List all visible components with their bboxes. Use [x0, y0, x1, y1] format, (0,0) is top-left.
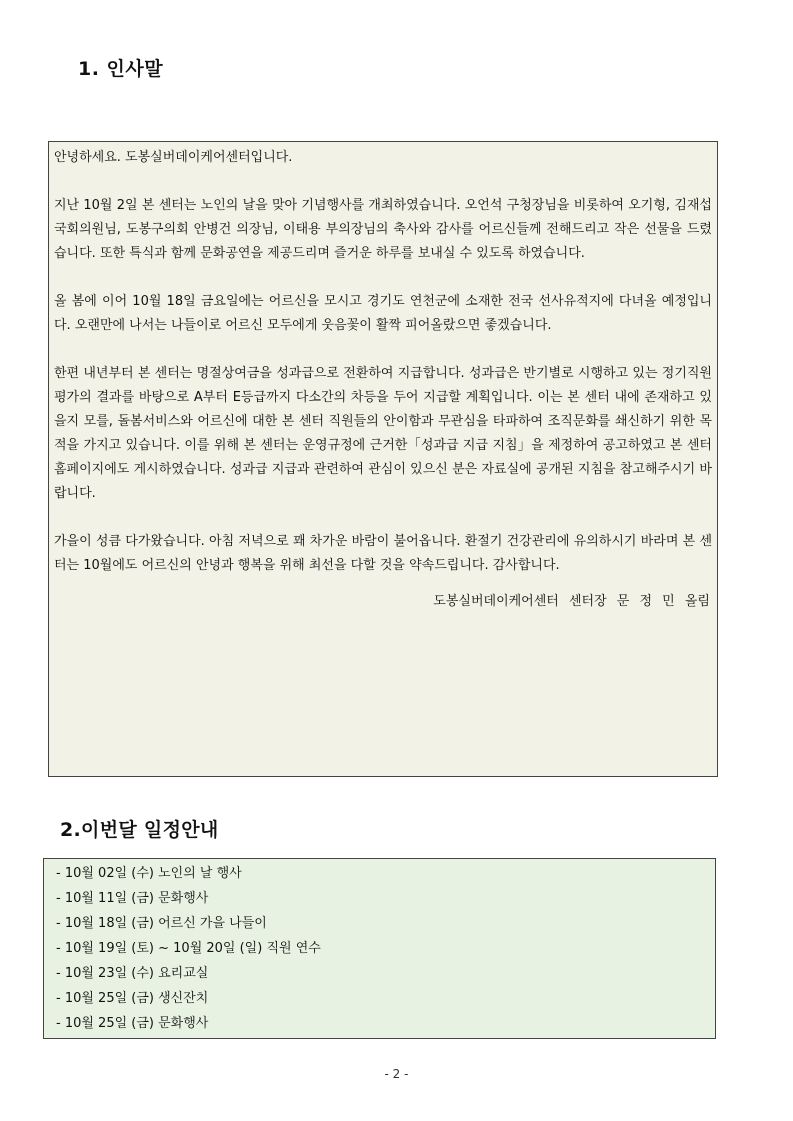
letter-signature: 도봉실버데이케어센터 센터장 문 정 민 올림 [433, 594, 710, 609]
section-title-greeting: 1. 인사말 [78, 58, 164, 80]
letter-paragraph-1: 지난 10월 2일 본 센터는 노인의 날을 맞아 기념행사를 개최하였습니다. 오언석 구청장님을 비롯하여 오기형, 김재섭 국회의원님, 도봉구의회 안병건 의장님, 이태용 부의장님의 축사와 감사를 어르신들께 전해드리고 작은 선물을 드렸습니다. 또한 특식과 함께 문화공연을 제공드리며 즐거운 하루를 보내실 수 있도록 하였습니다. [54, 198, 712, 261]
schedule-item: - 10월 11일 (금) 문화행사 [56, 891, 209, 906]
schedule-list [56, 861, 703, 1036]
page-number: - 2 - [384, 1067, 409, 1081]
letter-paragraph-3: 한편 내년부터 본 센터는 명절상여금을 성과급으로 전환하여 지급합니다. 성과급은 반기별로 시행하고 있는 정기직원평가의 결과를 바탕으로 A부터 E등급까지 다소간의 차등을 두어 지급할 계획입니다. 이는 본 센터 내에 존재하고 있을지 모를, 돌봄서비스와 어르신에 대한 본 센터 직원들의 안이함과 무관심을 타파하여 조직문화를 쇄신하기 위한 목적을 가지고 있습니다. 이를 위해 본 센터는 운영규정에 근거한「성과급 지급 지침」을 제정하여 공고하였고 본 센터 홈페이지에도 게시하였습니다. 성과급 지급과 관련하여 관심이 있으신 분은 자료실에 공개된 지침을 참고해주시기 바랍니다. [54, 366, 712, 501]
letter-paragraph-4: 가을이 성큼 다가왔습니다. 아침 저녁으로 꽤 차가운 바람이 불어옵니다. 환절기 건강관리에 유의하시기 바라며 본 센터는 10월에도 어르신의 안녕과 행복을 위해 최선을 다할 것을 약속드립니다. 감사합니다. [54, 534, 713, 573]
section-title-schedule: 2.이번달 일정안내 [60, 819, 219, 841]
schedule-item: - 10월 25일 (금) 문화행사 [56, 1016, 209, 1031]
schedule-box [43, 858, 716, 1039]
schedule-item: - 10월 18일 (금) 어르신 가을 나들이 [56, 916, 267, 931]
greeting-line: 안녕하세요. 도봉실버데이케어센터입니다. [54, 150, 293, 165]
schedule-item: - 10월 19일 (토) ~ 10월 20일 (일) 직원 연수 [56, 941, 321, 956]
schedule-item: - 10월 25일 (금) 생신잔치 [56, 991, 209, 1006]
letter-paragraph-2: 올 봄에 이어 10월 18일 금요일에는 어르신을 모시고 경기도 연천군에 소재한 전국 선사유적지에 다녀올 예정입니다. 오랜만에 나서는 나들이로 어르신 모두에게 웃음꽃이 활짝 피어올랐으면 좋겠습니다. [54, 294, 712, 333]
schedule-item: - 10월 02일 (수) 노인의 날 행사 [56, 866, 242, 881]
schedule-item: - 10월 23일 (수) 요리교실 [56, 966, 209, 981]
greeting-letter-box [48, 141, 718, 777]
